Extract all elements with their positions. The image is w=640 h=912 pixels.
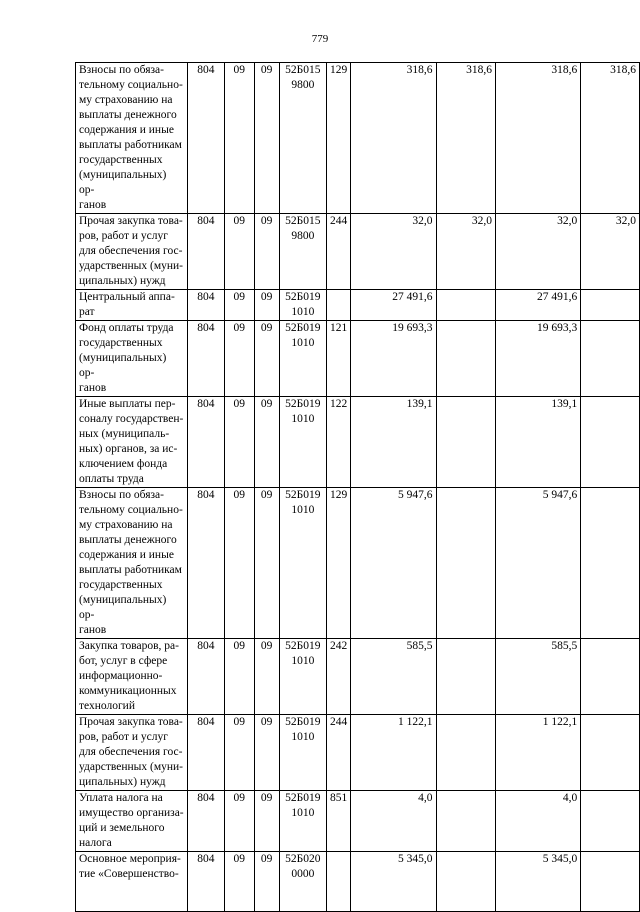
target-item-code-cell: 52Б015 9800	[279, 214, 326, 290]
subsection-code-cell: 09	[254, 852, 279, 912]
subsection-code-cell: 09	[254, 715, 279, 791]
section-code-cell: 09	[224, 715, 254, 791]
amount-cell-3: 5 345,0	[496, 852, 581, 912]
amount-cell-4	[581, 321, 640, 397]
expense-type-code-cell: 244	[327, 214, 351, 290]
subsection-code-cell: 09	[254, 63, 279, 214]
section-code-cell: 09	[224, 852, 254, 912]
expense-type-code-cell: 121	[327, 321, 351, 397]
section-code-cell: 09	[224, 397, 254, 488]
amount-cell-3: 19 693,3	[496, 321, 581, 397]
row-name-cell: Основное мероприя- тие «Совершенство-	[76, 852, 188, 912]
target-item-code-cell: 52Б019 1010	[279, 397, 326, 488]
amount-cell-3: 1 122,1	[496, 715, 581, 791]
expense-type-code-cell: 242	[327, 639, 351, 715]
target-item-code-cell: 52Б019 1010	[279, 321, 326, 397]
amount-cell-2	[436, 852, 496, 912]
expense-type-code-cell: 851	[327, 791, 351, 852]
ved-code-cell: 804	[187, 321, 224, 397]
row-name-cell: Закупка товаров, ра- бот, услуг в сфере информационно- коммуникационных технологий	[76, 639, 188, 715]
table-row	[76, 321, 640, 397]
amount-cell-1: 32,0	[351, 214, 436, 290]
section-code-cell: 09	[224, 639, 254, 715]
row-name-cell: Взносы по обяза- тельному социально- му страхованию на выплаты денежного содержания и иные выплаты работникам государственных (муниципальных) ор- ганов	[76, 63, 188, 214]
table-row	[76, 639, 640, 715]
subsection-code-cell: 09	[254, 290, 279, 321]
amount-cell-1: 1 122,1	[351, 715, 436, 791]
ved-code-cell: 804	[187, 290, 224, 321]
ved-code-cell: 804	[187, 397, 224, 488]
amount-cell-1: 5 345,0	[351, 852, 436, 912]
row-name-cell: Прочая закупка това- ров, работ и услуг для обеспечения гос- ударственных (муни- ципальных) нужд	[76, 214, 188, 290]
expense-type-code-cell: 122	[327, 397, 351, 488]
target-item-code-cell: 52Б020 0000	[279, 852, 326, 912]
row-name-cell: Иные выплаты пер- соналу государствен- ных (муниципаль- ных) органов, за ис- ключением фонда оплаты труда	[76, 397, 188, 488]
subsection-code-cell: 09	[254, 639, 279, 715]
ved-code-cell: 804	[187, 63, 224, 214]
amount-cell-2	[436, 290, 496, 321]
amount-cell-1: 318,6	[351, 63, 436, 214]
budget-table	[75, 62, 640, 912]
ved-code-cell: 804	[187, 715, 224, 791]
amount-cell-4	[581, 397, 640, 488]
amount-cell-4	[581, 715, 640, 791]
section-code-cell: 09	[224, 488, 254, 639]
page-number: 779	[311, 33, 329, 45]
amount-cell-3: 318,6	[496, 63, 581, 214]
subsection-code-cell: 09	[254, 488, 279, 639]
section-code-cell: 09	[224, 63, 254, 214]
amount-cell-1: 139,1	[351, 397, 436, 488]
expense-type-code-cell: 129	[327, 63, 351, 214]
subsection-code-cell: 09	[254, 214, 279, 290]
amount-cell-4: 32,0	[581, 214, 640, 290]
amount-cell-1: 27 491,6	[351, 290, 436, 321]
target-item-code-cell: 52Б015 9800	[279, 63, 326, 214]
expense-type-code-cell	[327, 852, 351, 912]
target-item-code-cell: 52Б019 1010	[279, 290, 326, 321]
amount-cell-1: 585,5	[351, 639, 436, 715]
table-row	[76, 791, 640, 852]
table-row	[76, 715, 640, 791]
amount-cell-2	[436, 791, 496, 852]
subsection-code-cell: 09	[254, 321, 279, 397]
amount-cell-4: 318,6	[581, 63, 640, 214]
table-row	[76, 852, 640, 912]
ved-code-cell: 804	[187, 488, 224, 639]
amount-cell-1: 5 947,6	[351, 488, 436, 639]
target-item-code-cell: 52Б019 1010	[279, 639, 326, 715]
amount-cell-2	[436, 397, 496, 488]
amount-cell-2	[436, 715, 496, 791]
section-code-cell: 09	[224, 791, 254, 852]
subsection-code-cell: 09	[254, 791, 279, 852]
amount-cell-1: 19 693,3	[351, 321, 436, 397]
amount-cell-2	[436, 321, 496, 397]
amount-cell-3: 4,0	[496, 791, 581, 852]
ved-code-cell: 804	[187, 639, 224, 715]
table-row	[76, 63, 640, 214]
amount-cell-3: 32,0	[496, 214, 581, 290]
amount-cell-4	[581, 488, 640, 639]
amount-cell-3: 585,5	[496, 639, 581, 715]
target-item-code-cell: 52Б019 1010	[279, 488, 326, 639]
amount-cell-3: 5 947,6	[496, 488, 581, 639]
ved-code-cell: 804	[187, 791, 224, 852]
amount-cell-2: 318,6	[436, 63, 496, 214]
expense-type-code-cell: 244	[327, 715, 351, 791]
amount-cell-4	[581, 290, 640, 321]
table-body	[76, 63, 640, 912]
ved-code-cell: 804	[187, 852, 224, 912]
expense-type-code-cell: 129	[327, 488, 351, 639]
amount-cell-2	[436, 488, 496, 639]
subsection-code-cell: 09	[254, 397, 279, 488]
table-row	[76, 397, 640, 488]
section-code-cell: 09	[224, 290, 254, 321]
section-code-cell: 09	[224, 321, 254, 397]
ved-code-cell: 804	[187, 214, 224, 290]
amount-cell-3: 139,1	[496, 397, 581, 488]
amount-cell-3: 27 491,6	[496, 290, 581, 321]
row-name-cell: Фонд оплаты труда государственных (муниципальных) ор- ганов	[76, 321, 188, 397]
expense-type-code-cell	[327, 290, 351, 321]
row-name-cell: Уплата налога на имущество организа- ций и земельного налога	[76, 791, 188, 852]
row-name-cell: Взносы по обяза- тельному социально- му страхованию на выплаты денежного содержания и иные выплаты работникам государственных (муниципальных) ор- ганов	[76, 488, 188, 639]
target-item-code-cell: 52Б019 1010	[279, 715, 326, 791]
amount-cell-2: 32,0	[436, 214, 496, 290]
table-row	[76, 214, 640, 290]
row-name-cell: Прочая закупка това- ров, работ и услуг для обеспечения гос- ударственных (муни- ципальных) нужд	[76, 715, 188, 791]
row-name-cell: Центральный аппа- рат	[76, 290, 188, 321]
section-code-cell: 09	[224, 214, 254, 290]
amount-cell-4	[581, 639, 640, 715]
amount-cell-4	[581, 791, 640, 852]
amount-cell-4	[581, 852, 640, 912]
target-item-code-cell: 52Б019 1010	[279, 791, 326, 852]
table-row	[76, 290, 640, 321]
amount-cell-2	[436, 639, 496, 715]
table-row	[76, 488, 640, 639]
amount-cell-1: 4,0	[351, 791, 436, 852]
